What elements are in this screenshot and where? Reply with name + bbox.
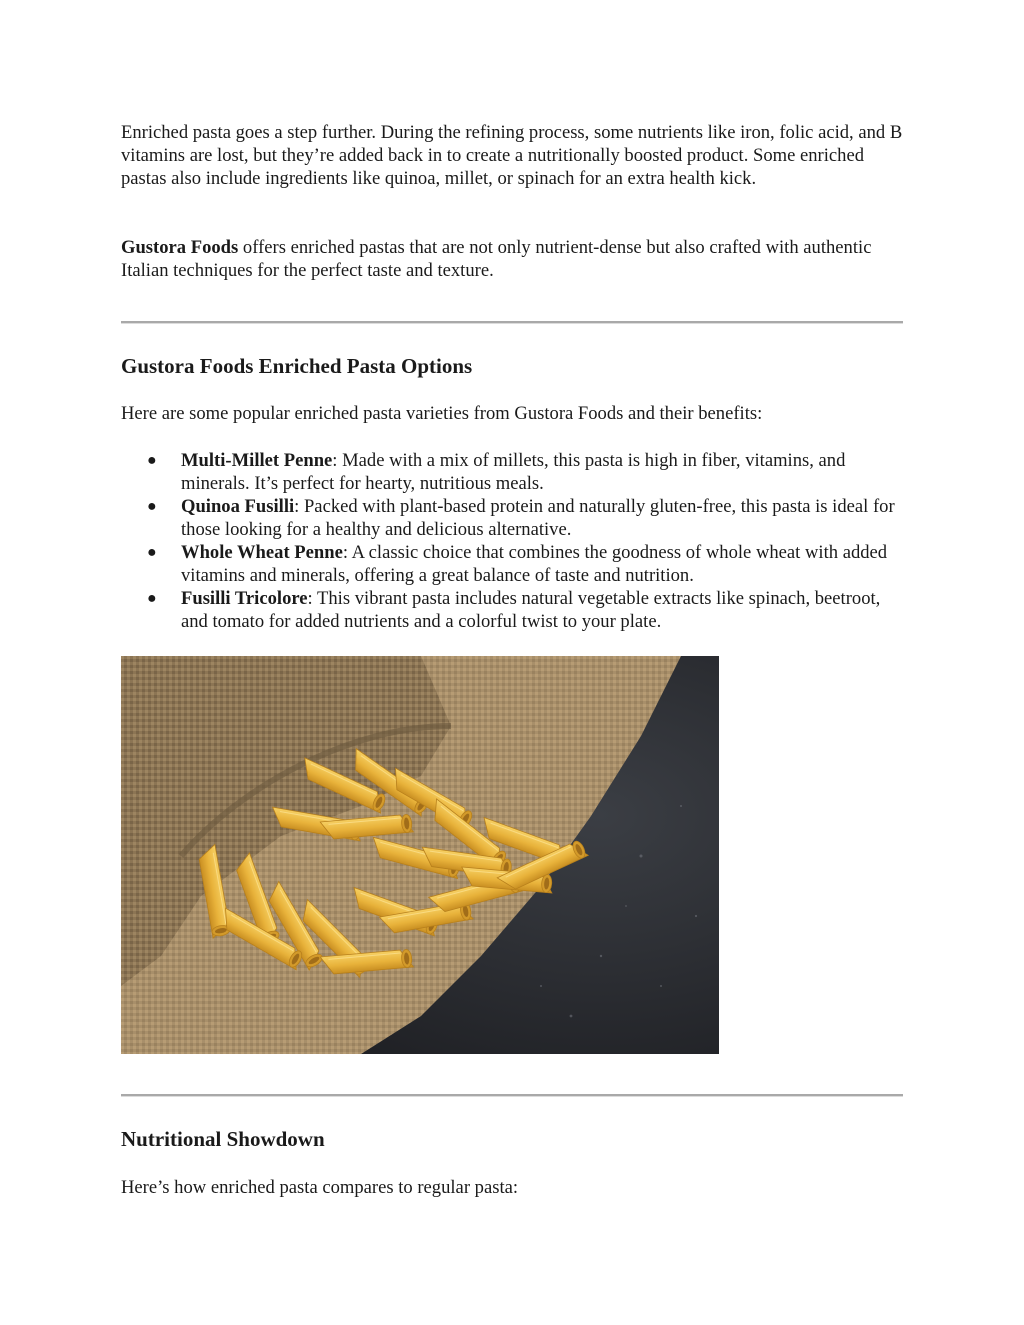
showdown-intro: Here’s how enriched pasta compares to regular pasta:	[121, 1177, 519, 1198]
variety-description: : A classic choice that combines the goodness of whole wheat with added vitamins and minerals, offering a great balance of taste and nutrition.	[181, 542, 888, 586]
options-heading: Gustora Foods Enriched Pasta Options	[121, 354, 473, 378]
variety-description: : This vibrant pasta includes natural vegetable extracts like spinach, beetroot, and tomato for added nutrients and a colorful twist to your plate.	[181, 588, 881, 632]
pasta-variety-list	[121, 449, 903, 633]
variety-name: Multi-Millet Penne	[181, 450, 333, 471]
penne-pasta-illustration	[121, 656, 719, 1054]
variety-name: Fusilli Tricolore	[181, 588, 308, 609]
bullet-icon: ●	[147, 498, 157, 515]
bullet-icon: ●	[147, 590, 157, 607]
showdown-heading: Nutritional Showdown	[121, 1127, 325, 1151]
variety-name: Quinoa Fusilli	[181, 496, 295, 517]
penne-pasta-photo	[121, 656, 719, 1054]
variety-description: : Packed with plant-based protein and naturally gluten-free, this pasta is ideal for those looking for a healthy and delicious alternative.	[181, 496, 895, 540]
section-divider	[121, 1094, 903, 1097]
brand-name: Gustora Foods	[121, 237, 239, 258]
list-item	[121, 449, 903, 495]
bullet-icon: ●	[147, 544, 157, 561]
section-divider	[121, 321, 903, 324]
brand-paragraph	[121, 236, 903, 282]
variety-name: Whole Wheat Penne	[181, 542, 343, 563]
options-intro: Here are some popular enriched pasta varieties from Gustora Foods and their benefits:	[121, 403, 763, 424]
brand-paragraph-text: offers enriched pastas that are not only nutrient-dense but also crafted with authentic Italian techniques for the perfect taste and texture.	[121, 237, 872, 281]
bullet-icon: ●	[147, 452, 157, 469]
intro-paragraph: Enriched pasta goes a step further. During the refining process, some nutrients like iron, folic acid, and B vitamins are lost, but they’re added back in to create a nutritionally boosted product. Some enriched pastas also include ingredients like quinoa, millet, or spinach for an extra health kick.	[121, 122, 903, 189]
list-item	[121, 495, 903, 541]
list-item	[121, 587, 903, 633]
list-item	[121, 541, 903, 587]
variety-description: : Made with a mix of millets, this pasta is high in fiber, vitamins, and minerals. It’s perfect for hearty, nutritious meals.	[181, 450, 846, 494]
